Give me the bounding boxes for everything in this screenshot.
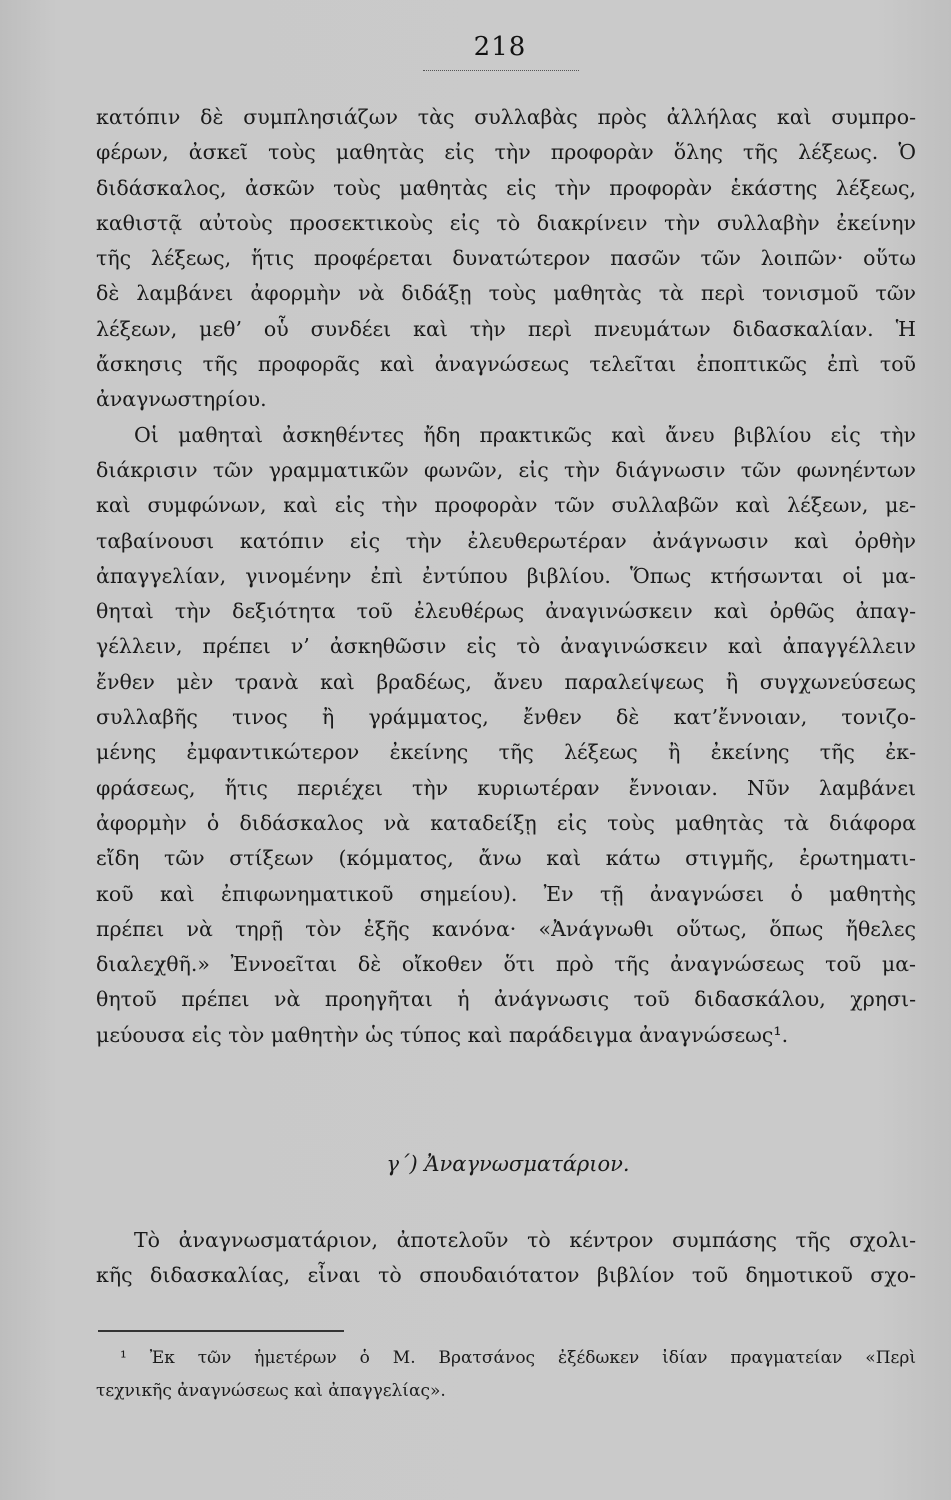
- text-line: ἀπαγγελίαν, γινομένην ἐπὶ ἐντύπου βιβλίου. Ὅπως κτήσωνται οἱ μα-: [96, 563, 916, 588]
- text-line: διάκρισιν τῶν γραμματικῶν φωνῶν, εἰς τὴν διάγνωσιν τῶν φωνηέντων: [96, 457, 916, 482]
- paragraph-2: [96, 418, 916, 1053]
- text-line: γέλλειν, πρέπει ν’ ἀσκηθῶσιν εἰς τὸ ἀναγινώσκειν καὶ ἀπαγγέλλειν: [96, 634, 916, 659]
- text-line: κοῦ καὶ ἐπιφωνηματικοῦ σημείου). Ἐν τῇ ἀναγνώσει ὁ μαθητὴς: [96, 881, 916, 906]
- text-line: διδάσκαλος, ἀσκῶν τοὺς μαθητὰς εἰς τὴν προφορὰν ἑκάστης λέξεως,: [96, 175, 916, 200]
- text-line: μένης ἐμφαντικώτερον ἐκείνης τῆς λέξεως ἢ ἐκείνης τῆς ἐκ-: [96, 740, 916, 765]
- text-line: Οἱ μαθηταὶ ἀσκηθέντες ἤδη πρακτικῶς καὶ ἄνευ βιβλίου εἰς τὴν: [134, 422, 916, 447]
- text-line: Τὸ ἀναγνωσματάριον, ἀποτελοῦν τὸ κέντρον συμπάσης τῆς σχολι-: [134, 1228, 916, 1252]
- section-heading: γ΄) Ἀναγνωσματάριον.: [386, 1152, 630, 1176]
- footnote-rule: [98, 1330, 344, 1332]
- page-number: 218: [473, 32, 527, 62]
- text-line: ἄσκησις τῆς προφορᾶς καὶ ἀναγνώσεως τελεῖται ἐποπτικῶς ἐπὶ τοῦ: [96, 352, 916, 377]
- header-rule: [423, 70, 579, 71]
- footnote: [96, 1342, 916, 1408]
- main-text: [96, 100, 916, 1053]
- text-line: εἴδη τῶν στίξεων (κόμματος, ἄνω καὶ κάτω στιγμῆς, ἐρωτηματι-: [96, 846, 916, 871]
- text-line: φέρων, ἀσκεῖ τοὺς μαθητὰς εἰς τὴν προφορὰν ὅλης τῆς λέξεως. Ὁ: [96, 140, 916, 165]
- text-line: φράσεως, ἥτις περιέχει τὴν κυριωτέραν ἔννοιαν. Νῦν λαμβάνει: [96, 775, 916, 800]
- footnote-line: τεχνικῆς ἀναγνώσεως καὶ ἀπαγγελίας».: [96, 1381, 446, 1401]
- text-line: θηταὶ τὴν δεξιότητα τοῦ ἐλευθέρως ἀναγινώσκειν καὶ ὀρθῶς ἀπαγ-: [96, 599, 916, 624]
- text-line: καὶ συμφώνων, καὶ εἰς τὴν προφορὰν τῶν συλλαβῶν καὶ λέξεων, με-: [96, 493, 916, 518]
- text-line: τῆς λέξεως, ἥτις προφέρεται δυνατώτερον πασῶν τῶν λοιπῶν· οὕτω: [96, 246, 916, 271]
- text-line: ταβαίνουσι κατόπιν εἰς τὴν ἐλευθερωτέραν ἀνάγνωσιν καὶ ὀρθὴν: [96, 528, 916, 553]
- text-line: διαλεχθῆ.» Ἐννοεῖται δὲ οἴκοθεν ὅτι πρὸ τῆς ἀναγνώσεως τοῦ μα-: [96, 952, 916, 977]
- text-line: κατόπιν δὲ συμπλησιάζων τὰς συλλαβὰς πρὸς ἀλλήλας καὶ συμπρο-: [96, 105, 916, 129]
- text-line: λέξεων, μεθ’ οὗ συνδέει καὶ τὴν περὶ πνευμάτων διδασκαλίαν. Ἡ: [96, 316, 916, 341]
- text-line: πρέπει νὰ τηρῇ τὸν ἑξῆς κανόνα· «Ἀνάγνωθι οὕτως, ὅπως ἤθελες: [96, 916, 916, 941]
- text-line: ἀναγνωστηρίου.: [96, 387, 267, 412]
- text-line: κῆς διδασκαλίας, εἶναι τὸ σπουδαιότατον βιβλίον τοῦ δημοτικοῦ σχο-: [96, 1263, 916, 1288]
- text-line: μεύουσα εἰς τὸν μαθητὴν ὡς τύπος καὶ παράδειγμα ἀναγνώσεως¹.: [96, 1022, 789, 1047]
- footnote-line: ¹ Ἐκ τῶν ἡμετέρων ὁ Μ. Βρατσάνος ἐξέδωκεν ἰδίαν πραγματείαν «Περὶ: [120, 1348, 916, 1368]
- paragraph-1: [96, 100, 916, 418]
- text-line: ἀφορμὴν ὁ διδάσκαλος νὰ καταδείξῃ εἰς τοὺς μαθητὰς τὰ διάφορα: [96, 810, 916, 835]
- text-line: ἔνθεν μὲν τρανὰ καὶ βραδέως, ἄνευ παραλείψεως ἢ συγχωνεύσεως: [96, 669, 916, 694]
- text-line: δὲ λαμβάνει ἀφορμὴν νὰ διδάξῃ τοὺς μαθητὰς τὰ περὶ τονισμοῦ τῶν: [96, 281, 916, 306]
- text-line: θητοῦ πρέπει νὰ προηγῆται ἡ ἀνάγνωσις τοῦ διδασκάλου, χρησι-: [96, 987, 916, 1012]
- paragraph-3: [96, 1223, 916, 1294]
- text-line: συλλαβῆς τινος ἢ γράμματος, ἔνθεν δὲ κατ’ἔννοιαν, τονιζο-: [96, 705, 916, 730]
- text-line: καθιστᾷ αὐτοὺς προσεκτικοὺς εἰς τὸ διακρίνειν τὴν συλλαβὴν ἐκείνην: [96, 210, 916, 235]
